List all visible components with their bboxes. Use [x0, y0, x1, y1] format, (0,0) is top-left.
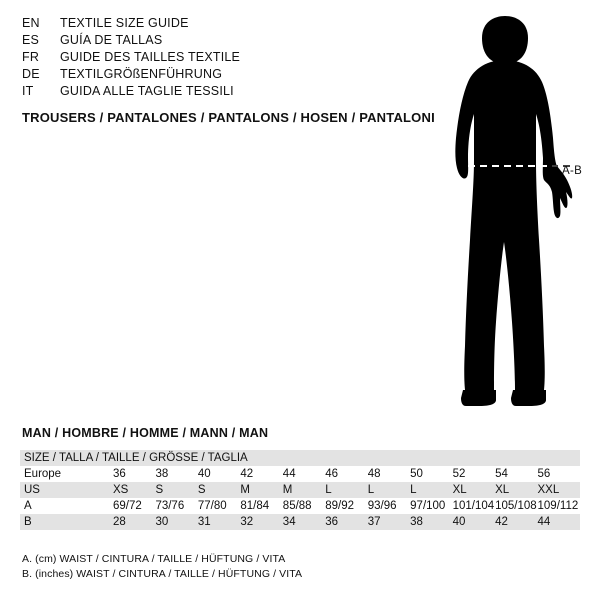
table-cell: 30	[155, 516, 169, 528]
table-cell: 50	[410, 468, 423, 480]
language-code: EN	[22, 16, 40, 30]
table-cell: 34	[282, 516, 296, 528]
footnote-a: A. (cm) WAIST / CINTURA / TAILLE / HÜFTUNG / VITA	[22, 553, 286, 565]
language-code: FR	[22, 50, 40, 64]
language-text: GUIDE DES TAILLES TEXTILE	[60, 50, 241, 64]
table-cell: 52	[452, 468, 466, 480]
language-text: TEXTILE SIZE GUIDE	[60, 16, 189, 30]
table-row	[20, 482, 580, 498]
table-cell: XS	[112, 484, 129, 496]
table-cell: 54	[495, 468, 508, 480]
table-cell: 93/96	[367, 500, 397, 512]
language-row	[22, 50, 392, 67]
table-cell: 32	[240, 516, 254, 528]
table-row	[20, 450, 580, 466]
language-row	[22, 67, 392, 84]
table-cell: XXL	[537, 484, 560, 496]
language-text: TEXTILGRÖßENFÜHRUNG	[60, 67, 223, 81]
table-cell: L	[410, 484, 417, 496]
table-cell: 77/80	[197, 500, 227, 512]
table-cell: L	[367, 484, 375, 496]
table-row-label: SIZE / TALLA / TAILLE / GRÖSSE / TAGLIA	[24, 452, 248, 464]
table-cell: 73/76	[155, 500, 185, 512]
table-cell: 101/104	[452, 500, 495, 512]
table-cell: 28	[112, 516, 126, 528]
language-header	[22, 16, 392, 101]
table-row-label: B	[24, 516, 32, 528]
table-cell: 44	[537, 516, 551, 528]
table-cell: S	[155, 484, 164, 496]
table-cell: 89/92	[325, 500, 355, 512]
table-row-label: Europe	[24, 468, 62, 480]
size-table	[20, 450, 580, 530]
language-row	[22, 16, 392, 33]
table-cell: 97/100	[410, 500, 446, 512]
table-cell: 105/108	[495, 500, 537, 512]
table-row-label: A	[24, 500, 32, 512]
table-cell: 38	[155, 468, 169, 480]
table-cell: 42	[240, 468, 254, 480]
table-cell: 109/112	[537, 500, 579, 512]
table-cell: XL	[452, 484, 467, 496]
table-cell: XL	[495, 484, 510, 496]
table-cell: 42	[495, 516, 508, 528]
language-code: IT	[22, 84, 34, 98]
table-cell: S	[197, 484, 206, 496]
measure-label-ab: A-B	[562, 165, 583, 177]
table-row	[20, 514, 580, 530]
footnote-b: B. (inches) WAIST / CINTURA / TAILLE / HÜFTUNG / VITA	[22, 568, 303, 580]
table-cell: M	[240, 484, 250, 496]
table-cell: 31	[197, 516, 211, 528]
standing-man-silhouette-icon	[420, 10, 595, 410]
language-row	[22, 33, 392, 50]
table-cell: 37	[367, 516, 381, 528]
figure-container	[420, 10, 595, 410]
language-text: GUIDA ALLE TAGLIE TESSILI	[60, 84, 234, 98]
table-cell: 40	[452, 516, 466, 528]
language-text: GUÍA DE TALLAS	[60, 33, 163, 47]
table-row	[20, 466, 580, 482]
table-cell: 36	[325, 516, 339, 528]
table-cell: 69/72	[112, 500, 142, 512]
garment-title: TROUSERS / PANTALONES / PANTALONS / HOSEN / PANTALONI	[22, 110, 435, 125]
table-row	[20, 498, 580, 514]
table-cell: 56	[537, 468, 551, 480]
table-cell: 85/88	[282, 500, 312, 512]
table-cell: 36	[112, 468, 126, 480]
table-row-label: US	[24, 484, 40, 496]
table-cell: L	[325, 484, 332, 496]
table-cell: 38	[410, 516, 423, 528]
gender-title: MAN / HOMBRE / HOMME / MANN / MAN	[22, 426, 269, 440]
language-code: ES	[22, 33, 40, 47]
language-code: DE	[22, 67, 40, 81]
table-cell: 48	[367, 468, 381, 480]
table-cell: 46	[325, 468, 339, 480]
table-cell: M	[282, 484, 293, 496]
table-cell: 81/84	[240, 500, 270, 512]
language-row	[22, 84, 392, 101]
table-cell: 44	[282, 468, 296, 480]
footnotes	[22, 552, 302, 582]
table-cell: 40	[197, 468, 211, 480]
